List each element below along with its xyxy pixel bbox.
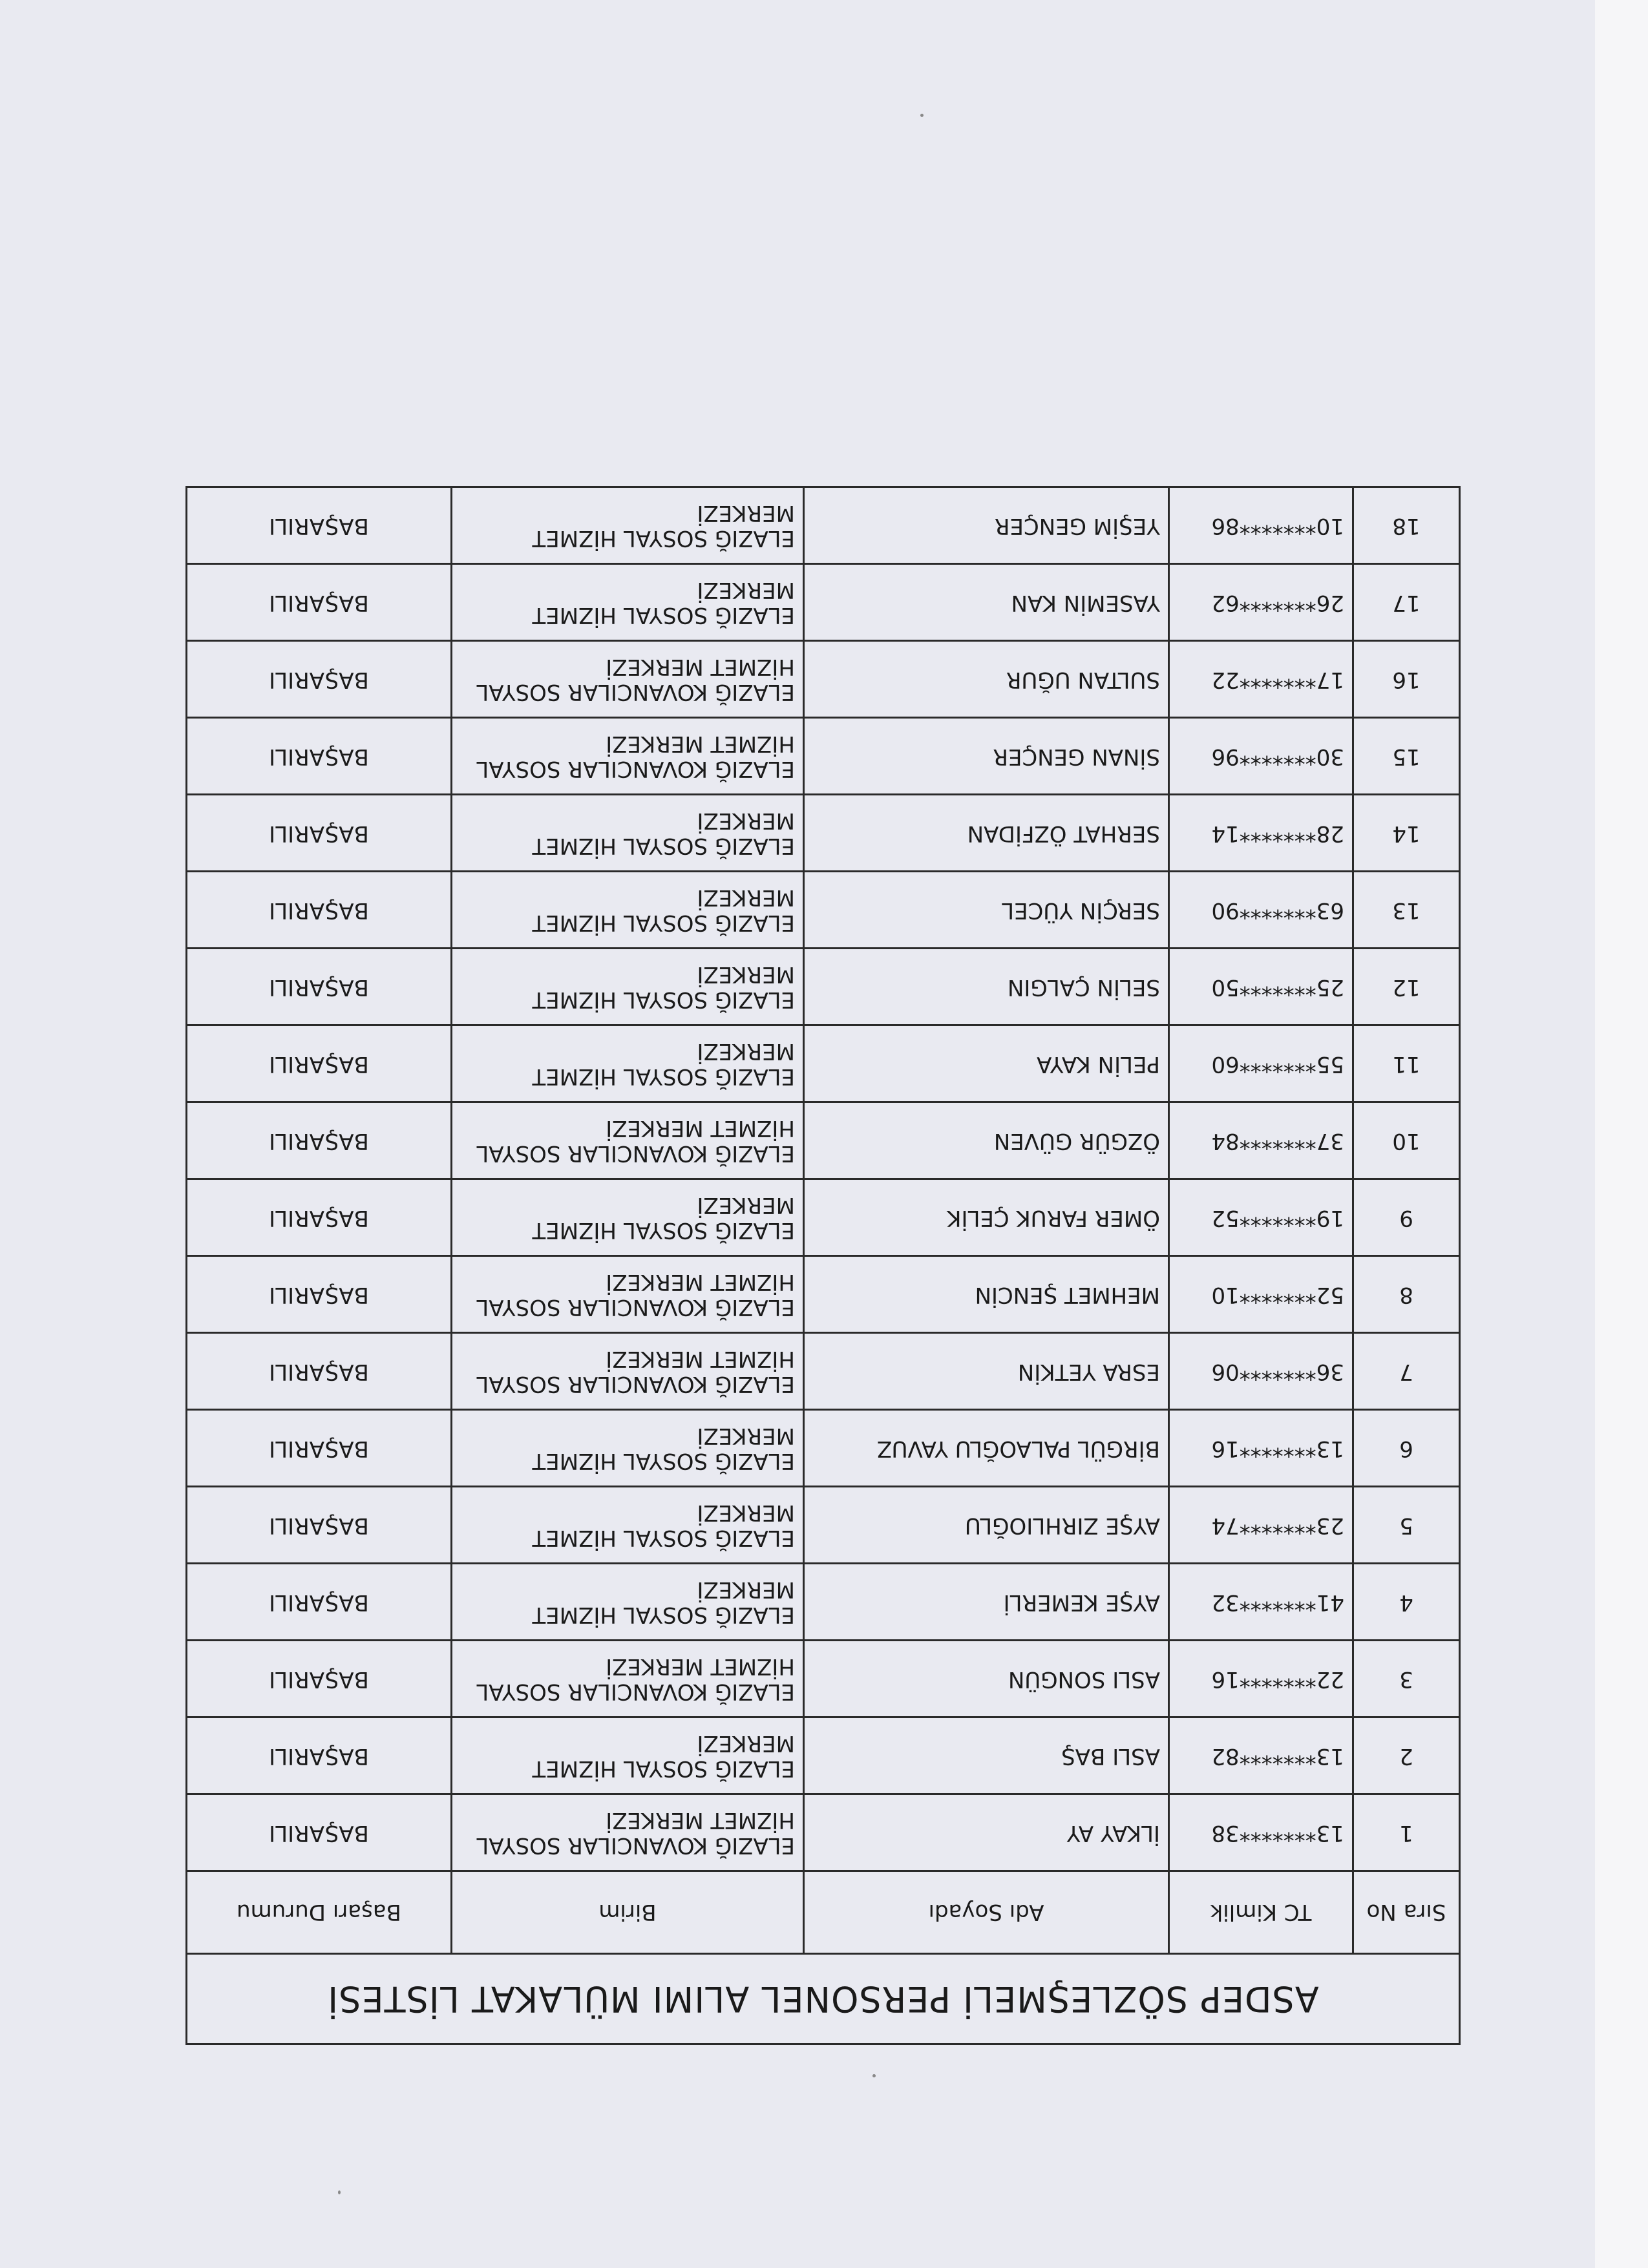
tc-kimlik: 13*******82: [1169, 1717, 1353, 1794]
unit-name: ELAZIĞ SOSYAL HİZMET MERKEZİ: [452, 1487, 804, 1564]
status: BAŞARILI: [186, 1025, 451, 1102]
full-name: ÖMER FARUK ÇELİK: [804, 1179, 1169, 1256]
table-row: [186, 641, 1459, 718]
unit-name: ELAZIĞ SOSYAL HİZMET MERKEZİ: [452, 1410, 804, 1487]
table-row: [186, 1641, 1459, 1717]
row-number: 17: [1353, 564, 1460, 641]
tc-kimlik: 41*******32: [1169, 1564, 1353, 1641]
unit-name: ELAZIĞ SOSYAL HİZMET MERKEZİ: [452, 949, 804, 1025]
full-name: YASEMİN KAN: [804, 564, 1169, 641]
table-row: [186, 718, 1459, 795]
status: BAŞARILI: [186, 1641, 451, 1717]
table-row: [186, 949, 1459, 1025]
tc-kimlik: 13*******16: [1169, 1410, 1353, 1487]
full-name: SİNAN GENÇER: [804, 718, 1169, 795]
scan-speck: [872, 2074, 876, 2077]
row-number: 12: [1353, 949, 1460, 1025]
unit-name: ELAZIĞ SOSYAL HİZMET MERKEZİ: [452, 564, 804, 641]
unit-name: ELAZIĞ SOSYAL HİZMET MERKEZİ: [452, 1564, 804, 1641]
status: BAŞARILI: [186, 1564, 451, 1641]
paper-edge: [1595, 0, 1648, 2268]
row-number: 18: [1353, 487, 1460, 564]
unit-name: ELAZIĞ SOSYAL HİZMET MERKEZİ: [452, 487, 804, 564]
full-name: SELİN ÇALGIN: [804, 949, 1169, 1025]
status: BAŞARILI: [186, 1333, 451, 1410]
tc-kimlik: 37*******84: [1169, 1102, 1353, 1179]
tc-kimlik: 22*******16: [1169, 1641, 1353, 1717]
tc-kimlik: 17*******22: [1169, 641, 1353, 718]
rotated-document-sheet: [187, 443, 1461, 2045]
row-number: 16: [1353, 641, 1460, 718]
unit-name: ELAZIĞ SOSYAL HİZMET MERKEZİ: [452, 795, 804, 872]
table-row: [186, 1717, 1459, 1794]
full-name: SULTAN UĞUR: [804, 641, 1169, 718]
row-number: 8: [1353, 1256, 1460, 1333]
full-name: MEHMET ŞENCİN: [804, 1256, 1169, 1333]
table-row: [186, 1179, 1459, 1256]
row-number: 14: [1353, 795, 1460, 872]
full-name: ÖZGÜR GÜVEN: [804, 1102, 1169, 1179]
status: BAŞARILI: [186, 641, 451, 718]
status: BAŞARILI: [186, 1179, 451, 1256]
tc-kimlik: 52*******10: [1169, 1256, 1353, 1333]
status: BAŞARILI: [186, 1410, 451, 1487]
unit-name: ELAZIĞ SOSYAL HİZMET MERKEZİ: [452, 1179, 804, 1256]
full-name: ESRA YETKİN: [804, 1333, 1169, 1410]
row-number: 5: [1353, 1487, 1460, 1564]
tc-kimlik: 25*******50: [1169, 949, 1353, 1025]
table-row: [186, 564, 1459, 641]
unit-name: ELAZIĞ SOSYAL HİZMET MERKEZİ: [452, 872, 804, 949]
table-row: [186, 1487, 1459, 1564]
full-name: AYŞE KEMERLİ: [804, 1564, 1169, 1641]
scan-speck: [920, 114, 924, 117]
status: BAŞARILI: [186, 872, 451, 949]
status: BAŞARILI: [186, 718, 451, 795]
tc-kimlik: 13*******38: [1169, 1794, 1353, 1871]
full-name: SERÇİN YÜCEL: [804, 872, 1169, 949]
tc-kimlik: 19*******52: [1169, 1179, 1353, 1256]
status: BAŞARILI: [186, 949, 451, 1025]
tc-kimlik: 30*******96: [1169, 718, 1353, 795]
tc-kimlik: 23*******74: [1169, 1487, 1353, 1564]
row-number: 11: [1353, 1025, 1460, 1102]
row-number: 2: [1353, 1717, 1460, 1794]
row-number: 13: [1353, 872, 1460, 949]
table-row: [186, 1256, 1459, 1333]
row-number: 7: [1353, 1333, 1460, 1410]
unit-name: ELAZIĞ SOSYAL HİZMET MERKEZİ: [452, 1025, 804, 1102]
status: BAŞARILI: [186, 1102, 451, 1179]
unit-name: ELAZIĞ KOVANCILAR SOSYAL HİZMET MERKEZİ: [452, 1333, 804, 1410]
full-name: ASLI SONGÜN: [804, 1641, 1169, 1717]
status: BAŞARILI: [186, 795, 451, 872]
row-number: 1: [1353, 1794, 1460, 1871]
full-name: BİRGÜL PALAOĞLU YAVUZ: [804, 1410, 1169, 1487]
full-name: SERHAT ÖZFİDAN: [804, 795, 1169, 872]
table-row: [186, 1333, 1459, 1410]
tc-kimlik: 63*******90: [1169, 872, 1353, 949]
table-row: [186, 1564, 1459, 1641]
table-row: [186, 872, 1459, 949]
unit-name: ELAZIĞ KOVANCILAR SOSYAL HİZMET MERKEZİ: [452, 1102, 804, 1179]
document-title: ASDEP SÖZLEŞMELİ PERSONEL ALIMI MÜLAKAT LİSTESİ: [186, 1954, 1459, 2044]
scan-speck: [338, 2190, 341, 2194]
status: BAŞARILI: [186, 1794, 451, 1871]
status: BAŞARILI: [186, 1487, 451, 1564]
tc-kimlik: 36*******06: [1169, 1333, 1353, 1410]
status: BAŞARILI: [186, 564, 451, 641]
full-name: İLKAY AY: [804, 1794, 1169, 1871]
column-header-no: Sıra No: [1353, 1871, 1460, 1954]
unit-name: ELAZIĞ KOVANCILAR SOSYAL HİZMET MERKEZİ: [452, 1256, 804, 1333]
column-header-tc: TC Kimlik: [1169, 1871, 1353, 1954]
full-name: YEŞİM GENÇER: [804, 487, 1169, 564]
row-number: 10: [1353, 1102, 1460, 1179]
row-number: 15: [1353, 718, 1460, 795]
column-header-name: Adı Soyadı: [804, 1871, 1169, 1954]
status: BAŞARILI: [186, 1717, 451, 1794]
row-number: 3: [1353, 1641, 1460, 1717]
row-number: 9: [1353, 1179, 1460, 1256]
column-header-unit: Birim: [452, 1871, 804, 1954]
tc-kimlik: 55*******60: [1169, 1025, 1353, 1102]
status: BAŞARILI: [186, 1256, 451, 1333]
row-number: 4: [1353, 1564, 1460, 1641]
interview-list-table: [185, 486, 1461, 2045]
tc-kimlik: 28*******14: [1169, 795, 1353, 872]
tc-kimlik: 26*******62: [1169, 564, 1353, 641]
status: BAŞARILI: [186, 487, 451, 564]
title-row: [186, 1954, 1459, 2044]
full-name: ASLI BAŞ: [804, 1717, 1169, 1794]
column-header-status: Başarı Durumu: [186, 1871, 451, 1954]
table-body: [186, 487, 1459, 1871]
tc-kimlik: 10*******86: [1169, 487, 1353, 564]
unit-name: ELAZIĞ KOVANCILAR SOSYAL HİZMET MERKEZİ: [452, 1641, 804, 1717]
table-row: [186, 795, 1459, 872]
row-number: 6: [1353, 1410, 1460, 1487]
full-name: AYŞE ZIRHLIOĞLU: [804, 1487, 1169, 1564]
table-row: [186, 1102, 1459, 1179]
table-row: [186, 1025, 1459, 1102]
header-row: [186, 1871, 1459, 1954]
unit-name: ELAZIĞ KOVANCILAR SOSYAL HİZMET MERKEZİ: [452, 718, 804, 795]
table-row: [186, 1794, 1459, 1871]
full-name: PELİN KAYA: [804, 1025, 1169, 1102]
unit-name: ELAZIĞ KOVANCILAR SOSYAL HİZMET MERKEZİ: [452, 1794, 804, 1871]
unit-name: ELAZIĞ SOSYAL HİZMET MERKEZİ: [452, 1717, 804, 1794]
unit-name: ELAZIĞ KOVANCILAR SOSYAL HİZMET MERKEZİ: [452, 641, 804, 718]
table-row: [186, 1410, 1459, 1487]
table-row: [186, 487, 1459, 564]
